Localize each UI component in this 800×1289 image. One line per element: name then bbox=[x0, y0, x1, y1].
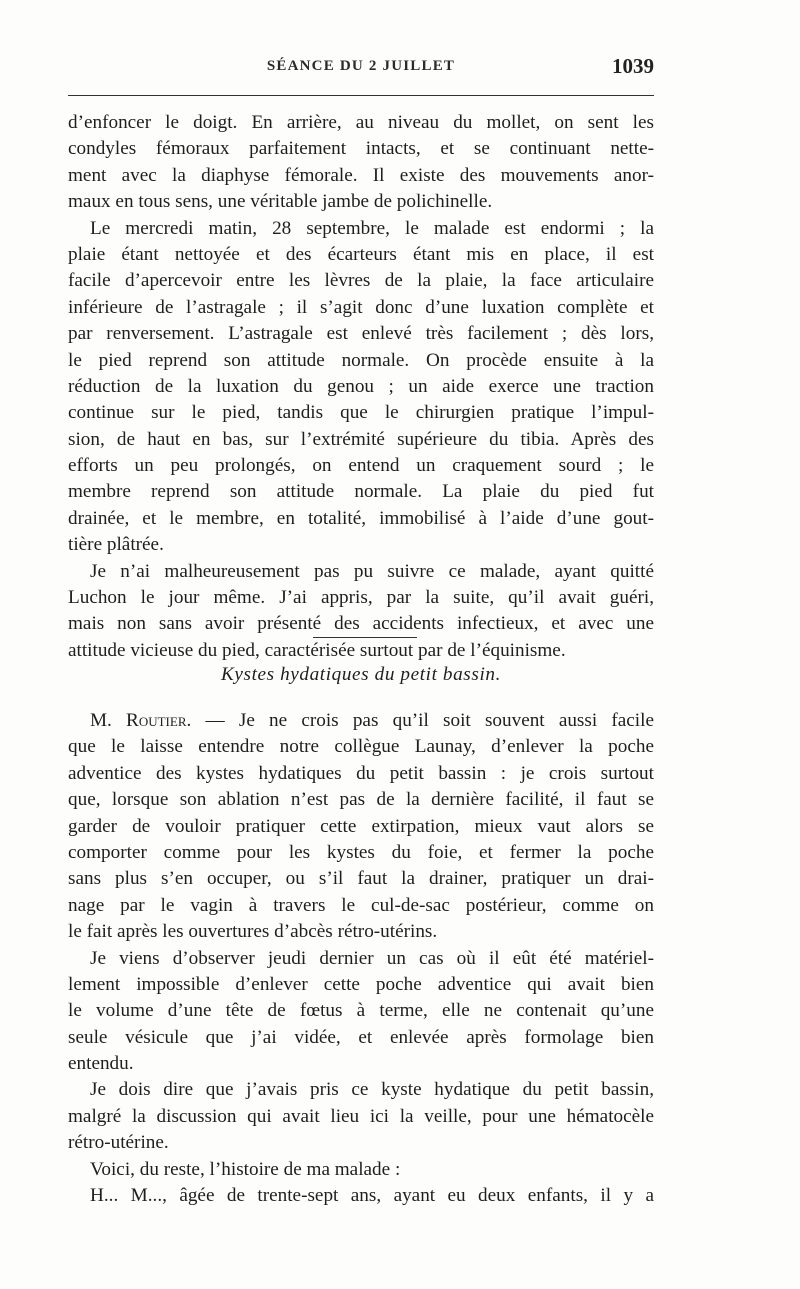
text-line: le volume d’une tête de fœtus à terme, elle ne contenait qu’une bbox=[68, 1000, 654, 1022]
text-line: efforts un peu prolongés, on entend un craquement sourd ; le bbox=[68, 455, 654, 477]
text-line: rétro-utérine. bbox=[68, 1132, 169, 1154]
text-line: comporter comme pour les kystes du foie, et fermer la poche bbox=[68, 841, 654, 863]
text-line: adventice des kystes hydatiques du petit bassin : je crois surtout bbox=[68, 762, 654, 784]
text-line: Je viens d’observer jeudi dernier un cas où il eût été matériel- bbox=[90, 947, 654, 969]
running-title: SÉANCE DU 2 JUILLET bbox=[266, 58, 456, 74]
text-line: continue sur le pied, tandis que le chirurgien pratique l’impul- bbox=[68, 402, 654, 424]
text-line: drainée, et le membre, en totalité, immobilisé à l’aide d’une gout- bbox=[68, 507, 654, 529]
text-line: que le laisse entendre notre collègue Launay, d’enlever la poche bbox=[68, 736, 654, 758]
text-line: réduction de la luxation du genou ; un aide exerce une traction bbox=[68, 375, 654, 397]
text-line: par renversement. L’astragale est enlevé très facilement ; dès lors, bbox=[68, 323, 654, 345]
text-line: H... M..., âgée de trente-sept ans, ayant eu deux enfants, il y a bbox=[90, 1185, 654, 1207]
speaker-name: Routier bbox=[126, 710, 187, 731]
text-line: sion, de haut en bas, sur l’extrémité supérieure du tibia. Après des bbox=[68, 428, 654, 450]
speaker-prefix: M. bbox=[90, 710, 127, 731]
text-line: sans plus s’en occuper, ou s’il faut la drainer, pratiquer un drai- bbox=[68, 868, 654, 890]
text-line: Luchon le jour même. J’ai appris, par la suite, qu’il avait guéri, bbox=[68, 587, 654, 609]
text-line: seule vésicule que j’ai vidée, et enlevée après formolage bien bbox=[68, 1026, 654, 1048]
text-line: lement impossible d’enlever cette poche adventice qui avait bien bbox=[68, 973, 654, 995]
text-line: malgré la discussion qui avait lieu ici la veille, pour une hématocèle bbox=[68, 1105, 654, 1127]
text-line: que, lorsque son ablation n’est pas de la dernière facilité, il faut se bbox=[68, 789, 654, 811]
speaker-line bbox=[68, 708, 654, 734]
text-line: Voici, du reste, l’histoire de ma malade : bbox=[90, 1158, 401, 1180]
body-text-part-2 bbox=[68, 708, 654, 1209]
text-line: facile d’apercevoir entre les lèvres de la plaie, la face articulaire bbox=[68, 270, 654, 292]
text-line: condyles fémoraux parfaitement intacts, et se continuant nette- bbox=[68, 138, 654, 160]
page-header bbox=[68, 54, 654, 82]
text-line: garder de vouloir pratiquer cette extirpation, mieux vaut alors se bbox=[68, 815, 654, 837]
header-rule bbox=[68, 95, 654, 96]
text-line: inférieure de l’astragale ; il s’agit donc d’une luxation complète et bbox=[68, 296, 654, 318]
text-line: ment avec la diaphyse fémorale. Il existe des mouvements anor- bbox=[68, 164, 654, 186]
text-line: plaie étant nettoyée et des écarteurs étant mis en place, il est bbox=[68, 243, 654, 265]
text-line: Je dois dire que j’avais pris ce kyste hydatique du petit bassin, bbox=[90, 1079, 654, 1101]
text-line: nage par le vagin à travers le cul-de-sac postérieur, comme on bbox=[68, 894, 654, 916]
page-number: 1039 bbox=[612, 54, 654, 78]
section-title: Kystes hydatiques du petit bassin. bbox=[221, 664, 501, 685]
text-line: Le mercredi matin, 28 septembre, le malade est endormi ; la bbox=[90, 217, 654, 239]
speaker-text: . — Je ne crois pas qu’il soit souvent aussi facile bbox=[186, 710, 654, 731]
text-line: attitude vicieuse du pied, caractérisée surtout par de l’équinisme. bbox=[68, 639, 566, 661]
text-line: le pied reprend son attitude normale. On procède ensuite à la bbox=[68, 349, 654, 371]
text-line: tière plâtrée. bbox=[68, 534, 164, 556]
text-line: le fait après les ouvertures d’abcès rétro-utérins. bbox=[68, 921, 438, 943]
section-separator bbox=[313, 637, 417, 638]
text-line: Je n’ai malheureusement pas pu suivre ce malade, ayant quitté bbox=[90, 560, 654, 582]
text-line: mais non sans avoir présenté des accidents infectieux, et avec une bbox=[68, 613, 654, 635]
text-line: membre reprend son attitude normale. La plaie du pied fut bbox=[68, 481, 654, 503]
text-line: d’enfoncer le doigt. En arrière, au niveau du mollet, on sent les bbox=[68, 112, 654, 133]
body-text-part-1 bbox=[68, 110, 654, 664]
text-line: entendu. bbox=[68, 1053, 134, 1075]
text-line: maux en tous sens, une véritable jambe de polichinelle. bbox=[68, 191, 493, 213]
